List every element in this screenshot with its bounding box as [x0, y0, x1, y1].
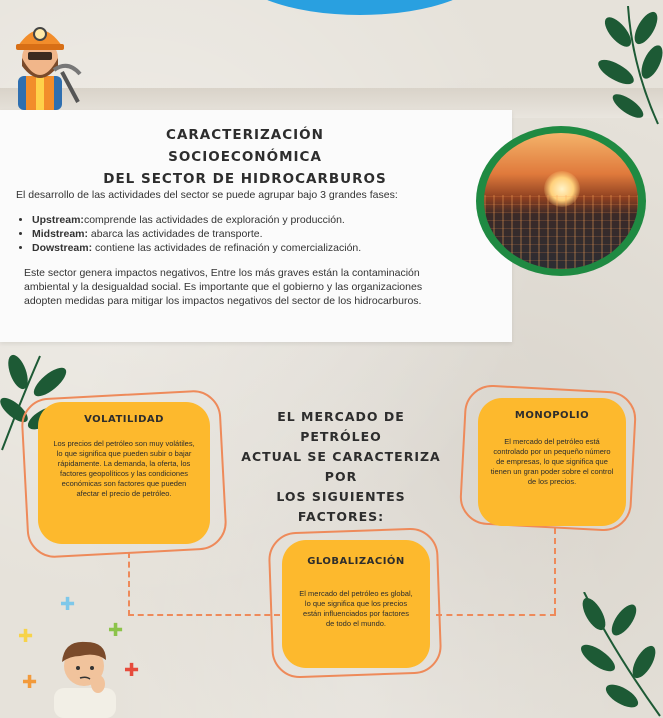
connector-line — [436, 614, 556, 616]
volatilidad-title: VOLATILIDAD — [84, 414, 164, 425]
puzzle-icon: ✚ — [18, 626, 34, 646]
leaf-decoration-top-right — [588, 6, 663, 126]
connector-line — [554, 528, 556, 614]
globalizacion-text: El mercado del petróleo es global, lo que significa que los precios están influenciados por factores de todo el mundo. — [299, 589, 413, 628]
phases-list — [18, 213, 361, 255]
title-line-1: CARACTERIZACIÓN SOCIOECONÓMICA — [166, 127, 324, 165]
globalizacion-title: GLOBALIZACIÓN — [307, 556, 405, 567]
refinery-image — [484, 133, 638, 269]
monopolio-card — [478, 398, 626, 526]
monopolio-text: El mercado del petróleo está controlado por un pequeño número de empresas, lo que significa que tienen un gran poder sobre el control de los precios. — [490, 437, 614, 486]
puzzle-icon: ✚ — [60, 594, 76, 614]
leaf-decoration-bottom-right — [574, 592, 663, 718]
list-item: • Upstream:comprende las actividades de exploración y producción. — [32, 213, 361, 227]
connector-line — [128, 614, 280, 616]
sunset-glow — [544, 171, 580, 207]
market-heading-line-3: LOS SIGUIENTES FACTORES: — [276, 489, 406, 524]
list-item: • Midstream: abarca las actividades de transporte. — [32, 227, 361, 241]
list-item: • Dowstream: contiene las actividades de refinación y comercialización. — [32, 241, 361, 255]
market-heading-line-1: EL MERCADO DE PETRÓLEO — [277, 409, 405, 444]
impact-paragraph: Este sector genera impactos negativos, Entre los más graves están la contaminación ambiental y la desigualdad social. Es importante que el gobierno y las organizaciones adopten medidas para mitigar los impactos negativos del sector de los hidrocarburos. — [24, 267, 423, 307]
page-title — [100, 124, 390, 190]
globalizacion-card — [282, 540, 430, 668]
market-heading-line-2: ACTUAL SE CARACTERIZA POR — [241, 449, 441, 484]
miner-icon — [8, 14, 84, 110]
volatilidad-text: Los precios del petróleo son muy volátiles, lo que significa que pueden subir o bajar rápidamente. La demanda, la oferta, los factores geopolíticos y las condiciones económicas son factores que pueden afectar el precio de petróleo. — [53, 439, 195, 498]
puzzle-icon: ✚ — [124, 660, 140, 680]
puzzle-icon: ✚ — [22, 672, 38, 692]
volatilidad-card — [38, 402, 210, 544]
connector-line — [128, 552, 130, 616]
puzzle-icon: ✚ — [108, 620, 124, 640]
market-heading — [236, 407, 446, 527]
title-line-2: DEL SECTOR DE HIDROCARBUROS — [103, 171, 387, 187]
monopolio-title: MONOPOLIO — [514, 410, 590, 421]
intro-text: El desarrollo de las actividades del sector se puede agrupar bajo 3 grandes fases: — [16, 189, 398, 201]
